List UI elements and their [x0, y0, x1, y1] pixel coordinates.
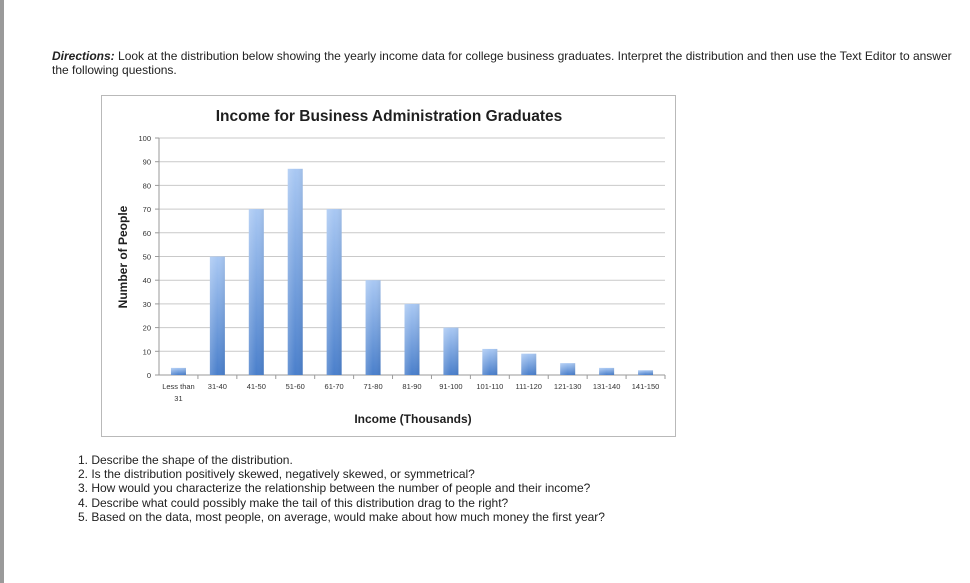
x-tick-label: 81-90: [402, 382, 422, 391]
x-tick-label: Less than 31: [162, 382, 195, 403]
question-list: [78, 453, 605, 524]
bar-sheen: [327, 209, 342, 375]
bar-sheen: [560, 363, 575, 375]
bar-sheen: [210, 257, 225, 376]
bar-sheen: [288, 169, 303, 375]
x-tick-label: 111-120: [515, 382, 542, 391]
x-tick-label: 71-80: [363, 382, 383, 391]
bar-sheen: [521, 354, 536, 375]
x-tick-label: 121-130: [553, 382, 582, 391]
x-tick-label: 51-60: [285, 382, 305, 391]
x-tick-label: 141-150: [631, 382, 660, 391]
y-tick-label: 20: [142, 323, 151, 333]
bar-sheen: [366, 280, 381, 375]
bar-sheen: [171, 368, 186, 375]
y-tick-label: 60: [142, 228, 151, 238]
y-tick-label: 70: [142, 205, 151, 215]
bar-sheen: [249, 209, 264, 375]
question-item: 5. Based on the data, most people, on average, would make about how much money the first year?: [78, 509, 605, 524]
bar-sheen: [638, 370, 653, 375]
x-tick-label: 31-40: [207, 382, 227, 391]
y-tick-label: 10: [142, 347, 151, 357]
bar-sheen: [405, 304, 420, 375]
x-tick-label: 101-110: [476, 382, 504, 391]
directions-text: [52, 49, 957, 77]
chart-title: Income for Business Administration Graduates: [215, 108, 563, 125]
directions-label: Directions:: [52, 49, 115, 63]
bar-sheen: [443, 328, 458, 375]
directions-body: Look at the distribution below showing the yearly income data for college business graduates. Interpret the distribution and then use the Text Editor to answer the following questions.: [52, 49, 952, 77]
y-tick-label: 0: [146, 371, 151, 380]
question-item: 4. Describe what could possibly make the tail of this distribution drag to the right?: [78, 495, 509, 510]
bar-sheen: [599, 368, 614, 375]
y-tick-label: 30: [142, 299, 151, 309]
x-tick-label: 41-50: [246, 382, 266, 391]
bar-sheen: [482, 349, 497, 375]
y-tick-label: 80: [142, 181, 151, 191]
window-left-border: [0, 0, 4, 583]
question-item: 3. How would you characterize the relationship between the number of people and their income?: [78, 481, 591, 496]
chart-canvas: [102, 96, 675, 436]
x-tick-label: 91-100: [439, 382, 463, 391]
question-item: 1. Describe the shape of the distribution.: [78, 453, 293, 467]
x-tick-label: 61-70: [324, 382, 344, 391]
y-tick-label: 40: [142, 276, 151, 286]
x-tick-label: 131-140: [592, 382, 621, 391]
x-axis-label: Income (Thousands): [354, 412, 472, 426]
question-item: 2. Is the distribution positively skewed, negatively skewed, or symmetrical?: [78, 467, 475, 482]
y-tick-label: 90: [142, 157, 151, 167]
y-axis-label: Number of People: [116, 205, 130, 309]
y-tick-label: 100: [138, 134, 151, 143]
y-tick-label: 50: [142, 252, 151, 262]
income-chart: [101, 95, 676, 437]
